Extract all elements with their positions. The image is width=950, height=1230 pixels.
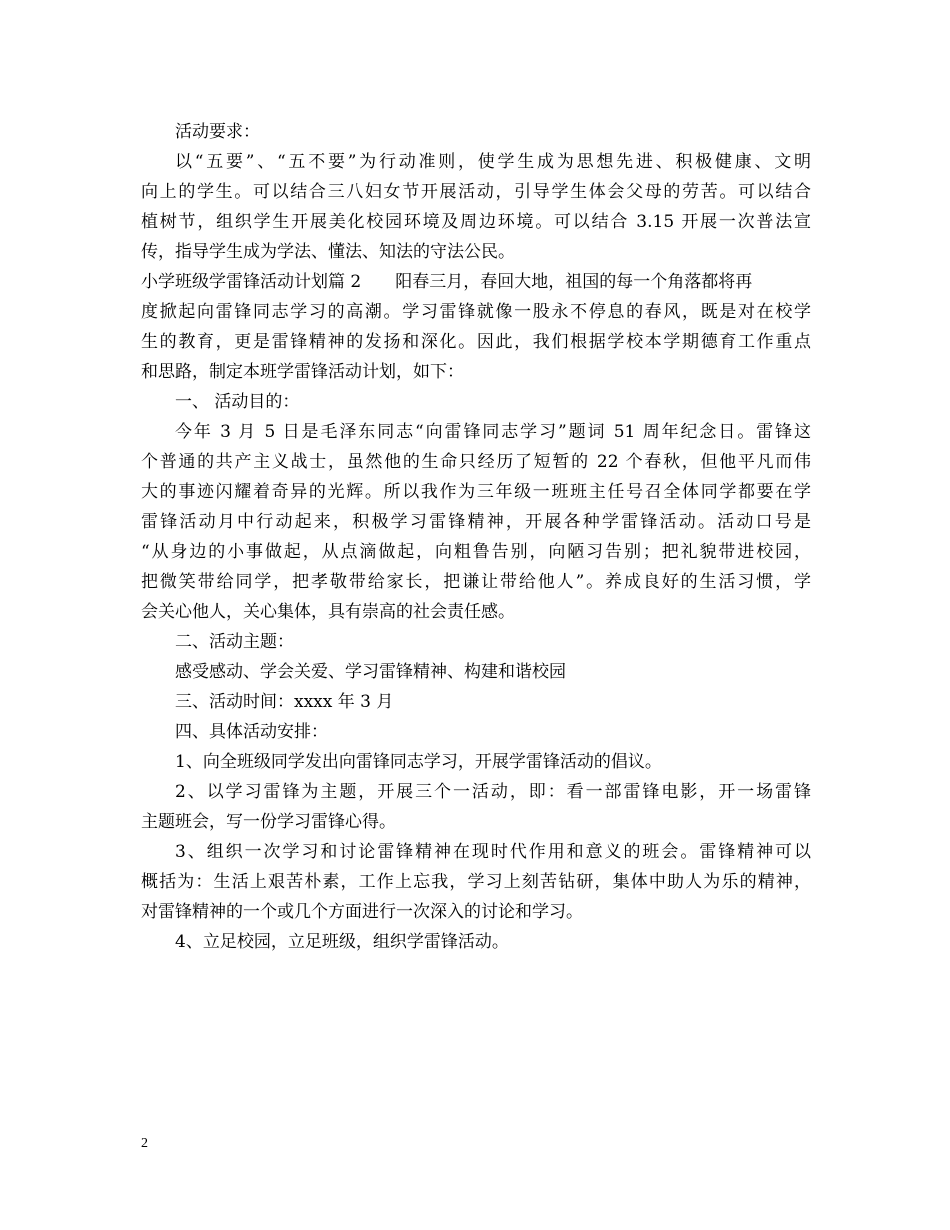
text-line: 向上的学生。可以结合三八妇女节开展活动，引导学生体会父母的劳苦。可以结合 bbox=[141, 182, 811, 202]
text-line: 概括为：生活上艰苦朴素，工作上忘我，学习上刻苦钻研，集体中助人为乐的精神， bbox=[141, 872, 811, 892]
section-heading: 三、活动时间：xxxx 年 3 月 bbox=[175, 692, 394, 712]
text-line: 植树节，组织学生开展美化校园环境及周边环境。可以结合 3.15 开展一次普法宣 bbox=[141, 212, 811, 232]
text-line: 会关心他人，关心集体，具有崇高的社会责任感。 bbox=[141, 602, 515, 622]
text-line: 度掀起向雷锋同志学习的高潮。学习雷锋就像一股永不停息的春风，既是对在校学 bbox=[141, 302, 811, 322]
page-number: 2 bbox=[141, 1136, 148, 1151]
text-line: 个普通的共产主义战士，虽然他的生命只经历了短暂的 22 个春秋，但他平凡而伟 bbox=[141, 452, 811, 472]
text-line: 大的事迹闪耀着奇异的光辉。所以我作为三年级一班班主任号召全体同学都要在学 bbox=[141, 482, 811, 502]
text-line: 今年 3 月 5 日是毛泽东同志“向雷锋同志学习”题词 51 周年纪念日。雷锋这 bbox=[175, 422, 811, 442]
text-line: 以“五要”、“五不要”为行动准则，使学生成为思想先进、积极健康、文明 bbox=[175, 152, 811, 172]
text-line: 和思路，制定本班学雷锋活动计划，如下： bbox=[141, 362, 464, 382]
text-line: 主题班会，写一份学习雷锋心得。 bbox=[141, 812, 396, 832]
text-line: 生的教育，更是雷锋精神的发扬和深化。因此，我们根据学校本学期德育工作重点 bbox=[141, 332, 811, 352]
document-body bbox=[141, 117, 811, 957]
text-line: 活动要求： bbox=[175, 122, 260, 142]
text-line: 对雷锋精神的一个或几个方面进行一次深入的讨论和学习。 bbox=[141, 902, 583, 922]
text-line: 阳春三月，春回大地，祖国的每一个角落都将再 bbox=[395, 272, 753, 292]
list-item: 4、立足校园，立足班级，组织学雷锋活动。 bbox=[175, 932, 509, 952]
text-line: 感受感动、学会关爱、学习雷锋精神、构建和谐校园 bbox=[175, 662, 566, 682]
text-line: 雷锋活动月中行动起来，积极学习雷锋精神，开展各种学雷锋活动。活动口号是 bbox=[141, 512, 811, 532]
text-line: 传，指导学生成为学法、懂法、知法的守法公民。 bbox=[141, 242, 515, 262]
list-item: 2、以学习雷锋为主题，开展三个一活动，即：看一部雷锋电影，开一场雷锋 bbox=[175, 782, 811, 802]
text-line: “从身边的小事做起，从点滴做起，向粗鲁告别，向陋习告别；把礼貌带进校园， bbox=[141, 542, 811, 562]
text-line bbox=[141, 267, 811, 297]
list-item: 1、向全班级同学发出向雷锋同志学习，开展学雷锋活动的倡议。 bbox=[175, 752, 662, 772]
text-line: 把微笑带给同学，把孝敬带给家长，把谦让带给他人”。养成良好的生活习惯，学 bbox=[141, 572, 811, 592]
section-heading: 一、 活动目的： bbox=[175, 392, 300, 412]
section-heading: 二、活动主题： bbox=[175, 632, 294, 652]
section-heading: 四、具体活动安排： bbox=[175, 722, 328, 742]
section-heading: 小学班级学雷锋活动计划篇 2 bbox=[141, 272, 362, 292]
list-item: 3、组织一次学习和讨论雷锋精神在现时代作用和意义的班会。雷锋精神可以 bbox=[175, 842, 811, 862]
